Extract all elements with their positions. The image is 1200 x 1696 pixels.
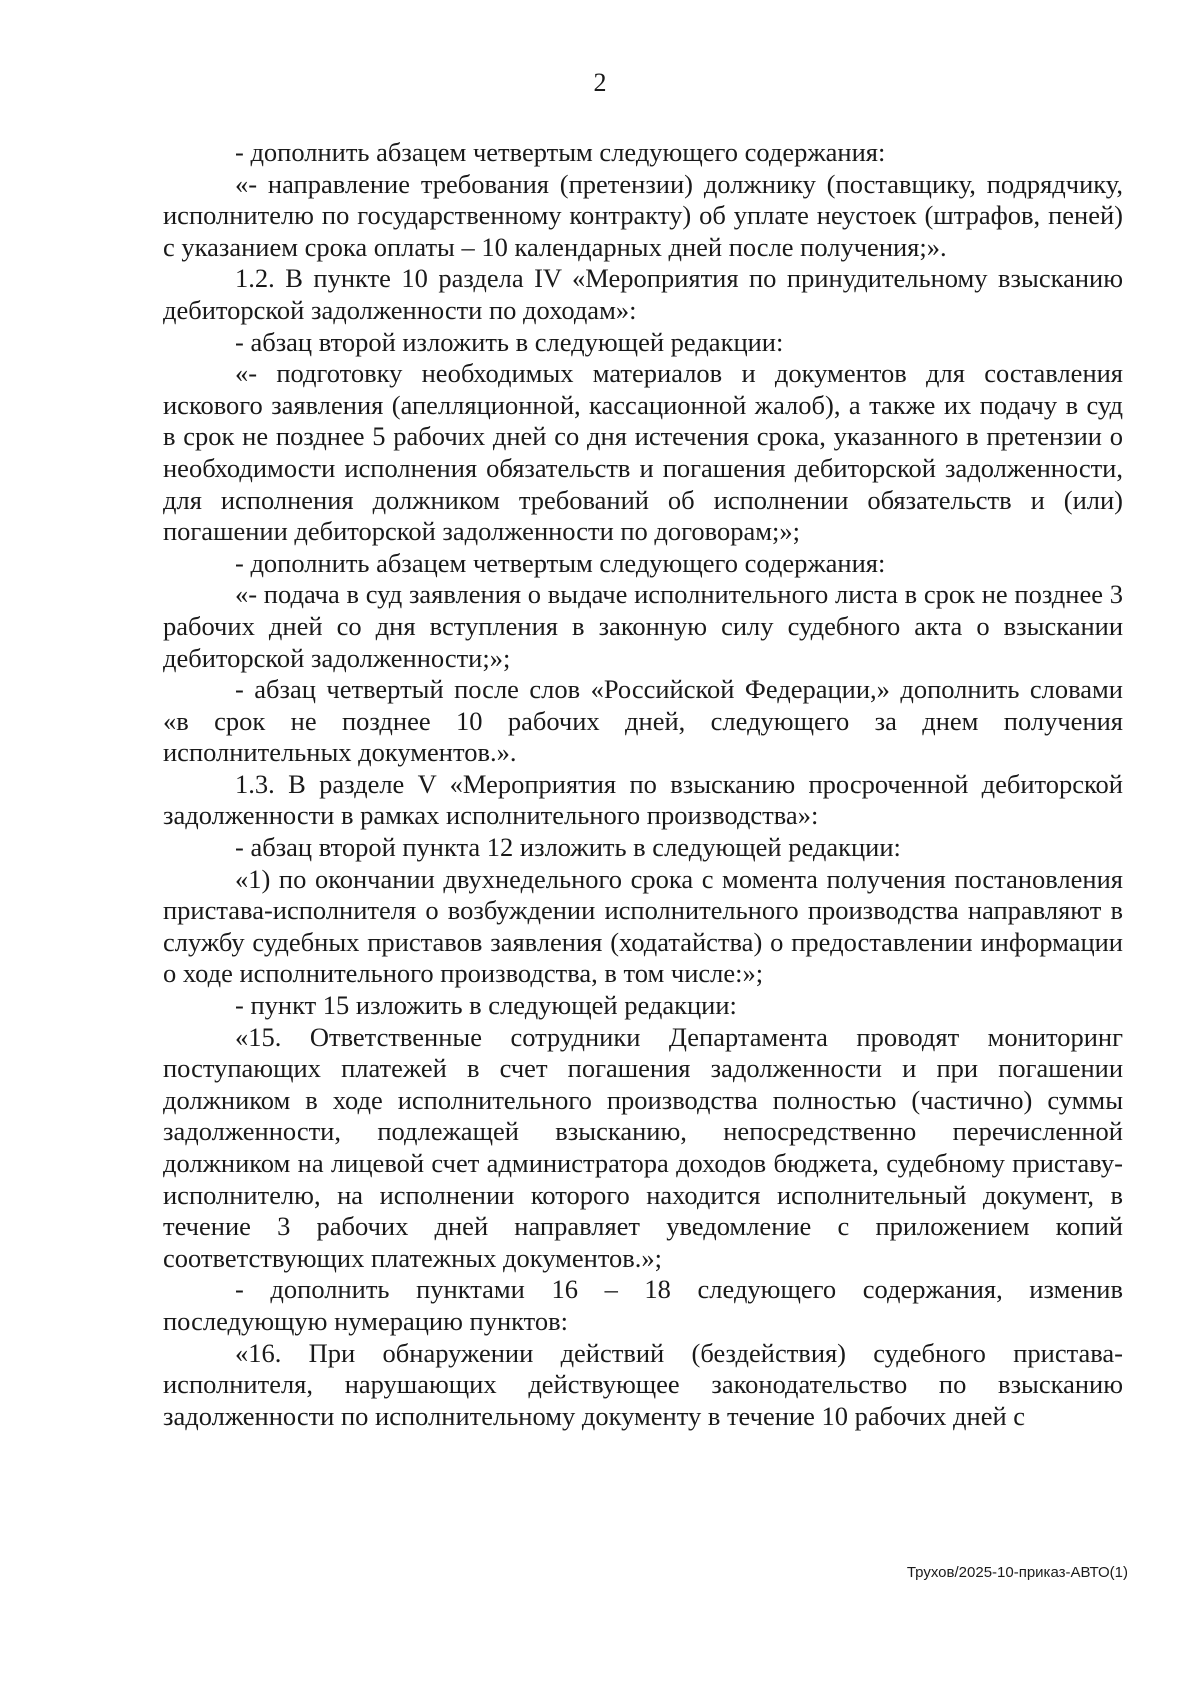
paragraph: - абзац второй пункта 12 изложить в следующей редакции: <box>235 832 901 863</box>
paragraph: 1.2. В пункте 10 раздела IV «Мероприятия по принудительному взысканию дебиторской задолженности по доходам»: <box>163 263 1123 325</box>
paragraph: - пункт 15 изложить в следующей редакции: <box>235 990 737 1021</box>
paragraph: «16. При обнаружении действий (бездействия) судебного пристава-исполнителя, нарушающих действующее законодательство по взысканию задолженности по исполнительному документу в течение 10 рабочих дней с <box>163 1337 1123 1431</box>
paragraph: - абзац второй изложить в следующей редакции: <box>235 326 784 357</box>
document-body <box>163 137 1123 1432</box>
paragraph: - дополнить абзацем четвертым следующего содержания: <box>235 547 886 578</box>
paragraph: - абзац четвертый после слов «Российской Федерации,» дополнить словами «в срок не позднее 10 рабочих дней, следующего за днем получения исполнительных документов.». <box>163 674 1123 768</box>
paragraph: «15. Ответственные сотрудники Департамента проводят мониторинг поступающих платежей в счет погашения задолженности и при погашении должником в ходе исполнительного производства полностью (частично) суммы задолженности, подлежащей взысканию, непосредственно перечисленной должником на лицевой счет администратора доходов бюджета, судебному приставу-исполнителю, на исполнении которого находится исполнительный документ, в течение 3 рабочих дней направляет уведомление с приложением копий соответствующих платежных документов.»; <box>163 1021 1123 1273</box>
page-number: 2 <box>593 68 607 97</box>
paragraph: - дополнить абзацем четвертым следующего содержания: <box>235 137 886 167</box>
paragraph: «- подача в суд заявления о выдаче исполнительного листа в срок не позднее 3 рабочих дней со дня вступления в законную силу судебного акта о взыскании дебиторской задолженности;»; <box>163 579 1123 673</box>
paragraph: «1) по окончании двухнедельного срока с момента получения постановления пристава-исполнителя о возбуждении исполнительного производства направляют в службу судебных приставов заявления (ходатайства) о предоставлении информации о ходе исполнительного производства, в том числе:»; <box>163 863 1123 989</box>
paragraph: 1.3. В разделе V «Мероприятия по взысканию просроченной дебиторской задолженности в рамках исполнительного производства»: <box>163 768 1123 831</box>
paragraph: «- подготовку необходимых материалов и документов для составления искового заявления (апелляционной, кассационной жалоб), а также их подачу в суд в срок не позднее 5 рабочих дней со дня истечения срока, указанного в претензии о необходимости исполнения обязательств и погашения дебиторской задолженности, для исполнения должником требований об исполнении обязательств и (или) погашении дебиторской задолженности по договорам;»; <box>163 358 1123 547</box>
paragraph: «- направление требования (претензии) должнику (поставщику, подрядчику, исполнителю по государственному контракту) об уплате неустоек (штрафов, пеней) с указанием срока оплаты – 10 календарных дней после получения;». <box>163 168 1123 262</box>
document-footer: Трухов/2025-10-приказ-АВТО(1) <box>906 1564 1128 1581</box>
paragraph: - дополнить пунктами 16 – 18 следующего содержания, изменив последующую нумерацию пунктов: <box>163 1274 1123 1336</box>
